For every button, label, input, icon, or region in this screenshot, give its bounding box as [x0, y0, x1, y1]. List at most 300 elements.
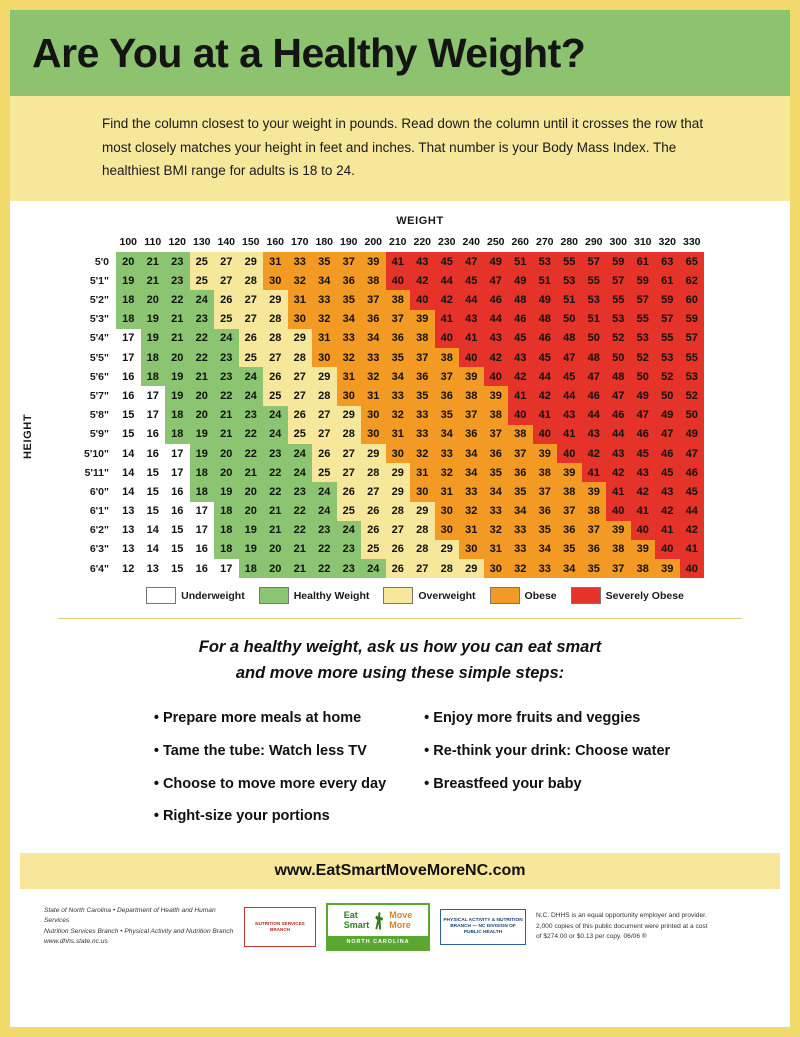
bmi-cell: 43	[582, 425, 607, 444]
bmi-cell: 46	[631, 425, 656, 444]
bmi-cell: 62	[680, 271, 705, 290]
bmi-cell: 32	[508, 559, 533, 578]
bmi-cell: 17	[165, 463, 190, 482]
bmi-cell: 46	[680, 463, 705, 482]
bmi-cell: 36	[484, 444, 509, 463]
bmi-cell: 33	[484, 502, 509, 521]
bmi-cell: 30	[484, 559, 509, 578]
legend-label: Overweight	[418, 589, 476, 602]
bmi-cell: 53	[680, 367, 705, 386]
bmi-cell: 15	[116, 406, 141, 425]
table-row	[65, 482, 704, 501]
bmi-cell: 31	[337, 367, 362, 386]
bmi-cell: 27	[312, 406, 337, 425]
bmi-cell: 48	[508, 290, 533, 309]
bmi-cell: 47	[582, 367, 607, 386]
footer-legal-text	[536, 911, 746, 943]
bmi-cell: 33	[288, 252, 313, 271]
bmi-cell: 34	[361, 329, 386, 348]
legend-item	[383, 587, 475, 604]
bmi-cell: 27	[361, 482, 386, 501]
bmi-cell: 17	[116, 348, 141, 367]
website-url[interactable]: www.EatSmartMoveMoreNC.com	[274, 861, 526, 879]
bmi-cell: 27	[239, 310, 264, 329]
bmi-cell: 31	[386, 425, 411, 444]
call-to-action	[10, 635, 790, 686]
legend	[40, 587, 790, 604]
bmi-cell: 40	[435, 329, 460, 348]
bmi-cell: 44	[435, 271, 460, 290]
weight-column-header: 230	[437, 236, 456, 249]
bmi-cell: 25	[214, 310, 239, 329]
bmi-cell: 37	[582, 521, 607, 540]
weight-column-header: 110	[144, 236, 162, 249]
bmi-cell: 22	[239, 425, 264, 444]
bmi-cell: 25	[312, 463, 337, 482]
running-figure-icon	[373, 912, 385, 930]
bmi-cell: 38	[606, 540, 631, 559]
bmi-cell: 34	[533, 540, 558, 559]
bmi-cell: 33	[459, 482, 484, 501]
bmi-cell: 59	[655, 290, 680, 309]
bmi-cell: 35	[386, 348, 411, 367]
bmi-cell: 46	[582, 386, 607, 405]
bmi-cell: 30	[337, 386, 362, 405]
esmm-smart: Smart	[343, 919, 370, 930]
bmi-cell: 57	[655, 310, 680, 329]
bmi-cell: 37	[533, 482, 558, 501]
bmi-cell: 45	[631, 444, 656, 463]
bmi-cell: 22	[165, 290, 190, 309]
bmi-cell: 37	[361, 290, 386, 309]
weight-column-header: 290	[584, 236, 603, 249]
bmi-cell: 18	[165, 406, 190, 425]
bmi-cell: 30	[386, 444, 411, 463]
bmi-cell: 33	[361, 348, 386, 367]
bmi-cell: 18	[214, 540, 239, 559]
cta-line-2: and move more using these simple steps:	[235, 663, 565, 682]
bmi-cell: 30	[361, 406, 386, 425]
bmi-cell: 39	[631, 540, 656, 559]
bmi-cell: 35	[582, 559, 607, 578]
bmi-cell: 24	[263, 406, 288, 425]
bmi-cell: 16	[141, 425, 166, 444]
bmi-cell: 41	[386, 252, 411, 271]
bmi-cell: 28	[239, 271, 264, 290]
bmi-cell: 30	[435, 502, 460, 521]
bmi-cell: 33	[508, 540, 533, 559]
bmi-cell: 33	[533, 559, 558, 578]
bmi-cell: 29	[263, 290, 288, 309]
bmi-cell: 37	[410, 348, 435, 367]
bmi-cell: 55	[655, 329, 680, 348]
bmi-cell: 29	[435, 540, 460, 559]
bmi-cell: 23	[214, 348, 239, 367]
table-row	[65, 406, 704, 425]
legend-label: Severely Obese	[605, 589, 684, 602]
table-row	[65, 271, 704, 290]
height-row-header: 5'4"	[65, 329, 116, 348]
bmi-cell: 36	[410, 367, 435, 386]
height-row-header: 5'1"	[65, 271, 116, 290]
legend-label: Healthy Weight	[293, 589, 370, 602]
legend-item	[146, 587, 245, 604]
bmi-cell: 50	[631, 367, 656, 386]
esmm-state-label: NORTH CAROLINA	[328, 936, 428, 949]
table-row	[65, 329, 704, 348]
bmi-cell: 28	[410, 540, 435, 559]
bmi-cell: 41	[508, 386, 533, 405]
bmi-cell: 33	[435, 444, 460, 463]
bmi-cell: 45	[557, 367, 582, 386]
bmi-cell: 22	[190, 348, 215, 367]
bmi-cell: 44	[606, 425, 631, 444]
bmi-cell: 41	[435, 310, 460, 329]
physical-activity-nutrition-logo	[440, 909, 526, 945]
corner-cell	[65, 233, 116, 252]
bmi-cell: 59	[631, 271, 656, 290]
weight-column-header: 160	[266, 236, 285, 249]
bmi-cell: 21	[263, 521, 288, 540]
bmi-cell: 34	[386, 367, 411, 386]
bmi-cell: 42	[484, 348, 509, 367]
bmi-cell: 22	[312, 559, 337, 578]
weight-column-header: 310	[633, 236, 652, 249]
bmi-cell: 32	[410, 444, 435, 463]
bmi-cell: 15	[116, 425, 141, 444]
weight-column-header: 190	[339, 236, 358, 249]
height-row-header: 5'10"	[65, 444, 116, 463]
bmi-cell: 28	[263, 329, 288, 348]
bmi-cell: 27	[288, 367, 313, 386]
bmi-cell: 22	[288, 521, 313, 540]
height-row-header: 5'7"	[65, 386, 116, 405]
table-row	[65, 559, 704, 578]
bmi-cell: 53	[631, 329, 656, 348]
height-row-header: 6'4"	[65, 559, 116, 578]
bmi-cell: 23	[239, 406, 264, 425]
bmi-cell: 27	[312, 425, 337, 444]
bmi-cell: 36	[582, 540, 607, 559]
bmi-cell: 20	[263, 540, 288, 559]
bmi-cell: 26	[386, 540, 411, 559]
bmi-cell: 18	[190, 482, 215, 501]
bmi-cell: 44	[680, 502, 705, 521]
footer-right-line-3: of $274.00 or $0.13 per copy. 06/06 ®	[536, 933, 647, 941]
bmi-cell: 29	[312, 367, 337, 386]
bmi-cell: 51	[508, 252, 533, 271]
list-item: • Enjoy more fruits and veggies	[424, 702, 670, 735]
bmi-cell: 40	[533, 425, 558, 444]
bmi-cell: 23	[337, 540, 362, 559]
legend-item	[259, 587, 370, 604]
bmi-cell: 41	[680, 540, 705, 559]
bmi-cell: 39	[410, 310, 435, 329]
bmi-cell: 41	[582, 463, 607, 482]
bmi-cell: 53	[582, 290, 607, 309]
table-row	[65, 444, 704, 463]
esmm-move-more	[389, 911, 412, 930]
bmi-cell: 31	[288, 290, 313, 309]
bmi-cell: 17	[141, 406, 166, 425]
bmi-cell: 38	[386, 290, 411, 309]
bmi-cell: 24	[337, 521, 362, 540]
bmi-cell: 33	[337, 329, 362, 348]
bmi-cell: 24	[239, 367, 264, 386]
bmi-cell: 30	[312, 348, 337, 367]
nsb-logo-text: NUTRITION SERVICES BRANCH	[255, 921, 305, 932]
bmi-cell: 50	[680, 406, 705, 425]
bmi-cell: 32	[459, 502, 484, 521]
table-row	[65, 290, 704, 309]
table-header-row	[65, 233, 704, 252]
bmi-cell: 23	[312, 521, 337, 540]
bmi-cell: 29	[459, 559, 484, 578]
bmi-cell: 42	[680, 521, 705, 540]
bmi-cell: 29	[386, 482, 411, 501]
bmi-cell: 43	[631, 463, 656, 482]
bmi-cell: 40	[606, 502, 631, 521]
height-row-header: 6'3"	[65, 540, 116, 559]
bmi-cell: 29	[386, 463, 411, 482]
bmi-cell: 14	[141, 521, 166, 540]
bmi-cell: 27	[337, 444, 362, 463]
bmi-cell: 42	[508, 367, 533, 386]
bmi-cell: 38	[557, 482, 582, 501]
bmi-cell: 21	[190, 367, 215, 386]
bmi-cell: 18	[116, 290, 141, 309]
bmi-cell: 19	[165, 386, 190, 405]
bmi-cell: 57	[631, 290, 656, 309]
website-band[interactable]	[20, 853, 780, 889]
footer-right-line-2: 2,000 copies of this public document were printed at a cost	[536, 922, 708, 930]
bmi-cell: 25	[239, 348, 264, 367]
bmi-cell: 37	[435, 367, 460, 386]
bmi-cell: 41	[459, 329, 484, 348]
bmi-cell: 19	[214, 482, 239, 501]
bmi-cell: 33	[386, 386, 411, 405]
cta-line-1: For a healthy weight, ask us how you can eat smart	[198, 638, 602, 657]
bmi-cell: 24	[263, 425, 288, 444]
bmi-cell: 23	[263, 444, 288, 463]
bmi-cell: 28	[361, 463, 386, 482]
table-body	[65, 252, 704, 578]
intro-band	[10, 96, 790, 201]
bmi-cell: 51	[582, 310, 607, 329]
bmi-cell: 47	[606, 386, 631, 405]
bmi-cell: 31	[484, 540, 509, 559]
bmi-cell: 55	[631, 310, 656, 329]
bmi-cell: 29	[337, 406, 362, 425]
bmi-cell: 36	[508, 463, 533, 482]
bmi-cell: 28	[337, 425, 362, 444]
bmi-cell: 31	[410, 463, 435, 482]
bmi-cell: 24	[288, 444, 313, 463]
bmi-cell: 25	[190, 252, 215, 271]
bmi-cell: 42	[582, 444, 607, 463]
bmi-cell: 38	[508, 425, 533, 444]
bmi-cell: 33	[410, 425, 435, 444]
legend-swatch	[571, 587, 601, 604]
bmi-cell: 47	[459, 252, 484, 271]
weight-column-header: 330	[682, 236, 701, 249]
list-item: • Prepare more meals at home	[154, 702, 386, 735]
bmi-cell: 43	[459, 310, 484, 329]
steps-left-list	[154, 702, 386, 833]
bmi-cell: 37	[337, 252, 362, 271]
height-row-header: 5'5"	[65, 348, 116, 367]
table-row	[65, 425, 704, 444]
legend-label: Obese	[524, 589, 557, 602]
bmi-cell: 30	[410, 482, 435, 501]
bmi-cell: 20	[141, 290, 166, 309]
bmi-cell: 47	[631, 406, 656, 425]
bmi-cell: 34	[508, 502, 533, 521]
bmi-cell: 29	[361, 444, 386, 463]
table-row	[65, 252, 704, 271]
bmi-cell: 49	[680, 425, 705, 444]
bmi-cell: 34	[484, 482, 509, 501]
bmi-cell: 42	[655, 502, 680, 521]
weight-axis-label: WEIGHT	[396, 214, 444, 227]
bmi-cell: 50	[606, 348, 631, 367]
list-item: • Re-think your drink: Choose water	[424, 735, 670, 768]
bmi-cell: 35	[557, 540, 582, 559]
bmi-cell: 21	[141, 252, 166, 271]
bmi-cell: 41	[606, 482, 631, 501]
bmi-cell: 45	[655, 463, 680, 482]
bmi-cell: 40	[386, 271, 411, 290]
bmi-cell: 30	[263, 271, 288, 290]
bmi-cell: 38	[631, 559, 656, 578]
bmi-cell: 18	[214, 521, 239, 540]
bmi-cell: 49	[533, 290, 558, 309]
bmi-cell: 31	[263, 252, 288, 271]
bmi-cell: 28	[263, 310, 288, 329]
intro-text: Find the column closest to your weight in pounds. Read down the column until it crosses the row that most closely matches your height in feet and inches. That number is your Body Mass Index. The healthiest BMI range for adults is 18 to 24.	[102, 116, 704, 179]
bmi-cell: 48	[606, 367, 631, 386]
bmi-cell: 39	[606, 521, 631, 540]
bmi-cell: 19	[141, 329, 166, 348]
bmi-cell: 26	[361, 521, 386, 540]
bmi-cell: 28	[435, 559, 460, 578]
bmi-cell: 18	[239, 559, 264, 578]
weight-column-header: 210	[388, 236, 407, 249]
bmi-cell: 16	[165, 482, 190, 501]
bmi-cell: 40	[459, 348, 484, 367]
bmi-cell: 24	[312, 502, 337, 521]
bmi-cell: 38	[361, 271, 386, 290]
bmi-cell: 27	[288, 386, 313, 405]
bmi-cell: 17	[190, 521, 215, 540]
bmi-cell: 15	[141, 463, 166, 482]
bmi-cell: 51	[557, 290, 582, 309]
bmi-cell: 53	[533, 252, 558, 271]
bmi-cell: 13	[116, 521, 141, 540]
bmi-cell: 35	[484, 463, 509, 482]
bmi-cell: 45	[680, 482, 705, 501]
bmi-cell: 25	[263, 386, 288, 405]
bmi-cell: 27	[263, 348, 288, 367]
bmi-cell: 27	[214, 271, 239, 290]
weight-column-header: 220	[413, 236, 432, 249]
weight-column-header: 100	[119, 236, 138, 249]
table-row	[65, 521, 704, 540]
bmi-cell: 55	[582, 271, 607, 290]
bmi-cell: 24	[214, 329, 239, 348]
bmi-cell: 41	[533, 406, 558, 425]
bmi-cell: 50	[582, 329, 607, 348]
bmi-cell: 23	[337, 559, 362, 578]
bmi-cell: 15	[141, 482, 166, 501]
bmi-cell: 65	[680, 252, 705, 271]
height-row-header: 6'0"	[65, 482, 116, 501]
bmi-cell: 21	[288, 540, 313, 559]
bmi-cell: 37	[557, 502, 582, 521]
bmi-cell: 41	[631, 502, 656, 521]
bmi-cell: 26	[263, 367, 288, 386]
bmi-cell: 39	[459, 367, 484, 386]
bmi-cell: 47	[557, 348, 582, 367]
weight-column-header: 130	[192, 236, 211, 249]
weight-column-header: 300	[609, 236, 628, 249]
bmi-cell: 33	[312, 290, 337, 309]
bmi-cell: 16	[165, 502, 190, 521]
bmi-cell: 36	[459, 425, 484, 444]
bmi-cell: 23	[165, 271, 190, 290]
weight-column-header: 320	[658, 236, 677, 249]
esmm-eat-smart	[344, 911, 370, 930]
page-title: Are You at a Healthy Weight?	[32, 29, 586, 76]
bmi-cell: 14	[116, 444, 141, 463]
bmi-cell: 37	[459, 406, 484, 425]
bmi-cell: 32	[288, 271, 313, 290]
legend-swatch	[383, 587, 413, 604]
bmi-cell: 19	[239, 521, 264, 540]
bmi-cell: 38	[410, 329, 435, 348]
bmi-cell: 32	[435, 463, 460, 482]
bmi-cell: 18	[165, 425, 190, 444]
bmi-cell: 43	[410, 252, 435, 271]
bmi-cell: 31	[361, 386, 386, 405]
bmi-cell: 55	[557, 252, 582, 271]
bmi-cell: 14	[116, 482, 141, 501]
bmi-cell: 24	[190, 290, 215, 309]
bmi-cell: 27	[239, 290, 264, 309]
bmi-cell: 36	[557, 521, 582, 540]
bmi-cell: 38	[582, 502, 607, 521]
bmi-cell: 53	[655, 348, 680, 367]
bmi-cell: 34	[557, 559, 582, 578]
bmi-cell: 16	[190, 559, 215, 578]
bmi-cell: 44	[557, 386, 582, 405]
bmi-cell: 21	[239, 463, 264, 482]
height-row-header: 5'11"	[65, 463, 116, 482]
bmi-cell: 25	[190, 271, 215, 290]
bmi-cell: 34	[435, 425, 460, 444]
bmi-cell: 24	[361, 559, 386, 578]
bmi-cell: 42	[533, 386, 558, 405]
bmi-cell: 43	[508, 348, 533, 367]
bmi-cell: 40	[655, 540, 680, 559]
footer-agency-text	[44, 906, 234, 948]
bmi-cell: 38	[459, 386, 484, 405]
esmm-more: More	[389, 919, 411, 930]
bmi-cell: 35	[435, 406, 460, 425]
bmi-cell: 37	[508, 444, 533, 463]
weight-column-header: 140	[217, 236, 236, 249]
bmi-cell: 44	[533, 367, 558, 386]
